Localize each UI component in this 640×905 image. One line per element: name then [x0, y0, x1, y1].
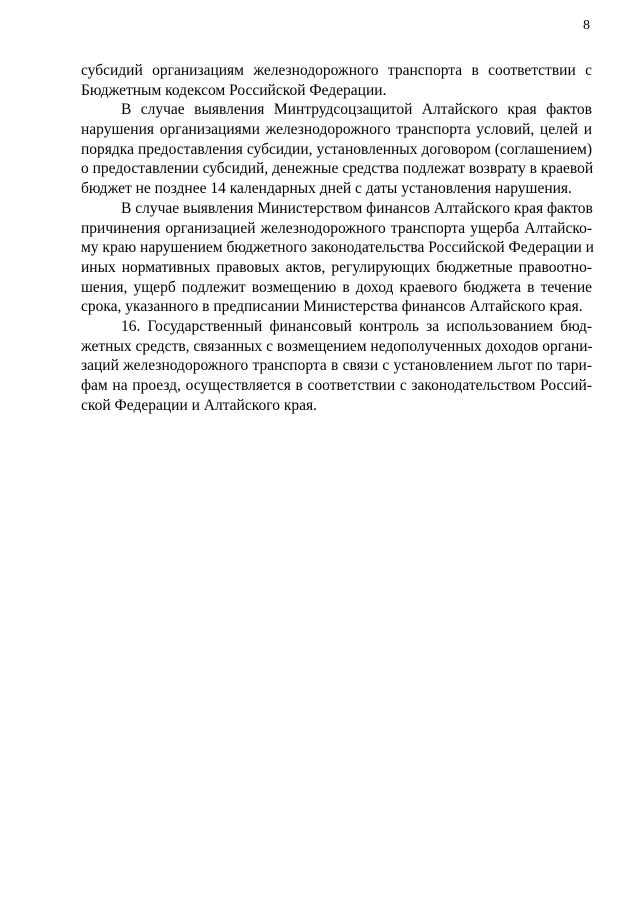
text-line: причинения организацией железнодорожного транспорта ущерба Алтайско- — [81, 219, 592, 237]
page-number: 8 — [583, 18, 590, 33]
text-line: порядка предоставления субсидии, установленных договором (соглашением) — [81, 140, 592, 158]
text-line: фам на проезд, осуществляется в соответствии с законодательством Россий- — [81, 377, 592, 394]
text-line: иных нормативных правовых актов, регулирующих бюджетные правоотно- — [81, 258, 592, 276]
paragraph-item-16 — [81, 317, 592, 415]
text-line: бюджет не позднее 14 календарных дней с даты установления нарушения. — [81, 180, 572, 198]
text-line: срока, указанного в предписании Министерства финансов Алтайского края. — [81, 298, 583, 316]
text-line: В случае выявления Министерством финансов Алтайского края фактов — [121, 199, 593, 217]
text-line: заций железнодорожного транспорта в связи с установлением льгот по тари- — [81, 357, 592, 375]
text-line: Бюджетным кодексом Российской Федерации. — [81, 81, 387, 99]
paragraph-mintrud-violation — [81, 100, 592, 198]
text-line: му краю нарушением бюджетного законодательства Российской Федерации и — [81, 239, 594, 257]
paragraph-continuation — [81, 61, 592, 100]
text-line: о предоставлении субсидий, денежные средства подлежат возврату в краевой — [81, 160, 594, 178]
text-line: В случае выявления Минтрудсоцзащитой Алтайского края фактов — [121, 101, 592, 119]
document-body — [81, 61, 592, 415]
text-line: субсидий организациям железнодорожного транспорта в соответствии с — [81, 62, 592, 79]
text-line: 16. Государственный финансовый контроль за использованием бюд- — [121, 317, 592, 335]
text-line: жетных средств, связанных с возмещением недополученных доходов органи- — [81, 337, 593, 355]
paragraph-minfin-damage — [81, 199, 592, 317]
text-line: ской Федерации и Алтайского края. — [81, 396, 317, 414]
text-line: шения, ущерб подлежит возмещению в доход краевого бюджета в течение — [81, 278, 592, 296]
text-line: нарушения организациями железнодорожного транспорта условий, целей и — [81, 121, 592, 139]
